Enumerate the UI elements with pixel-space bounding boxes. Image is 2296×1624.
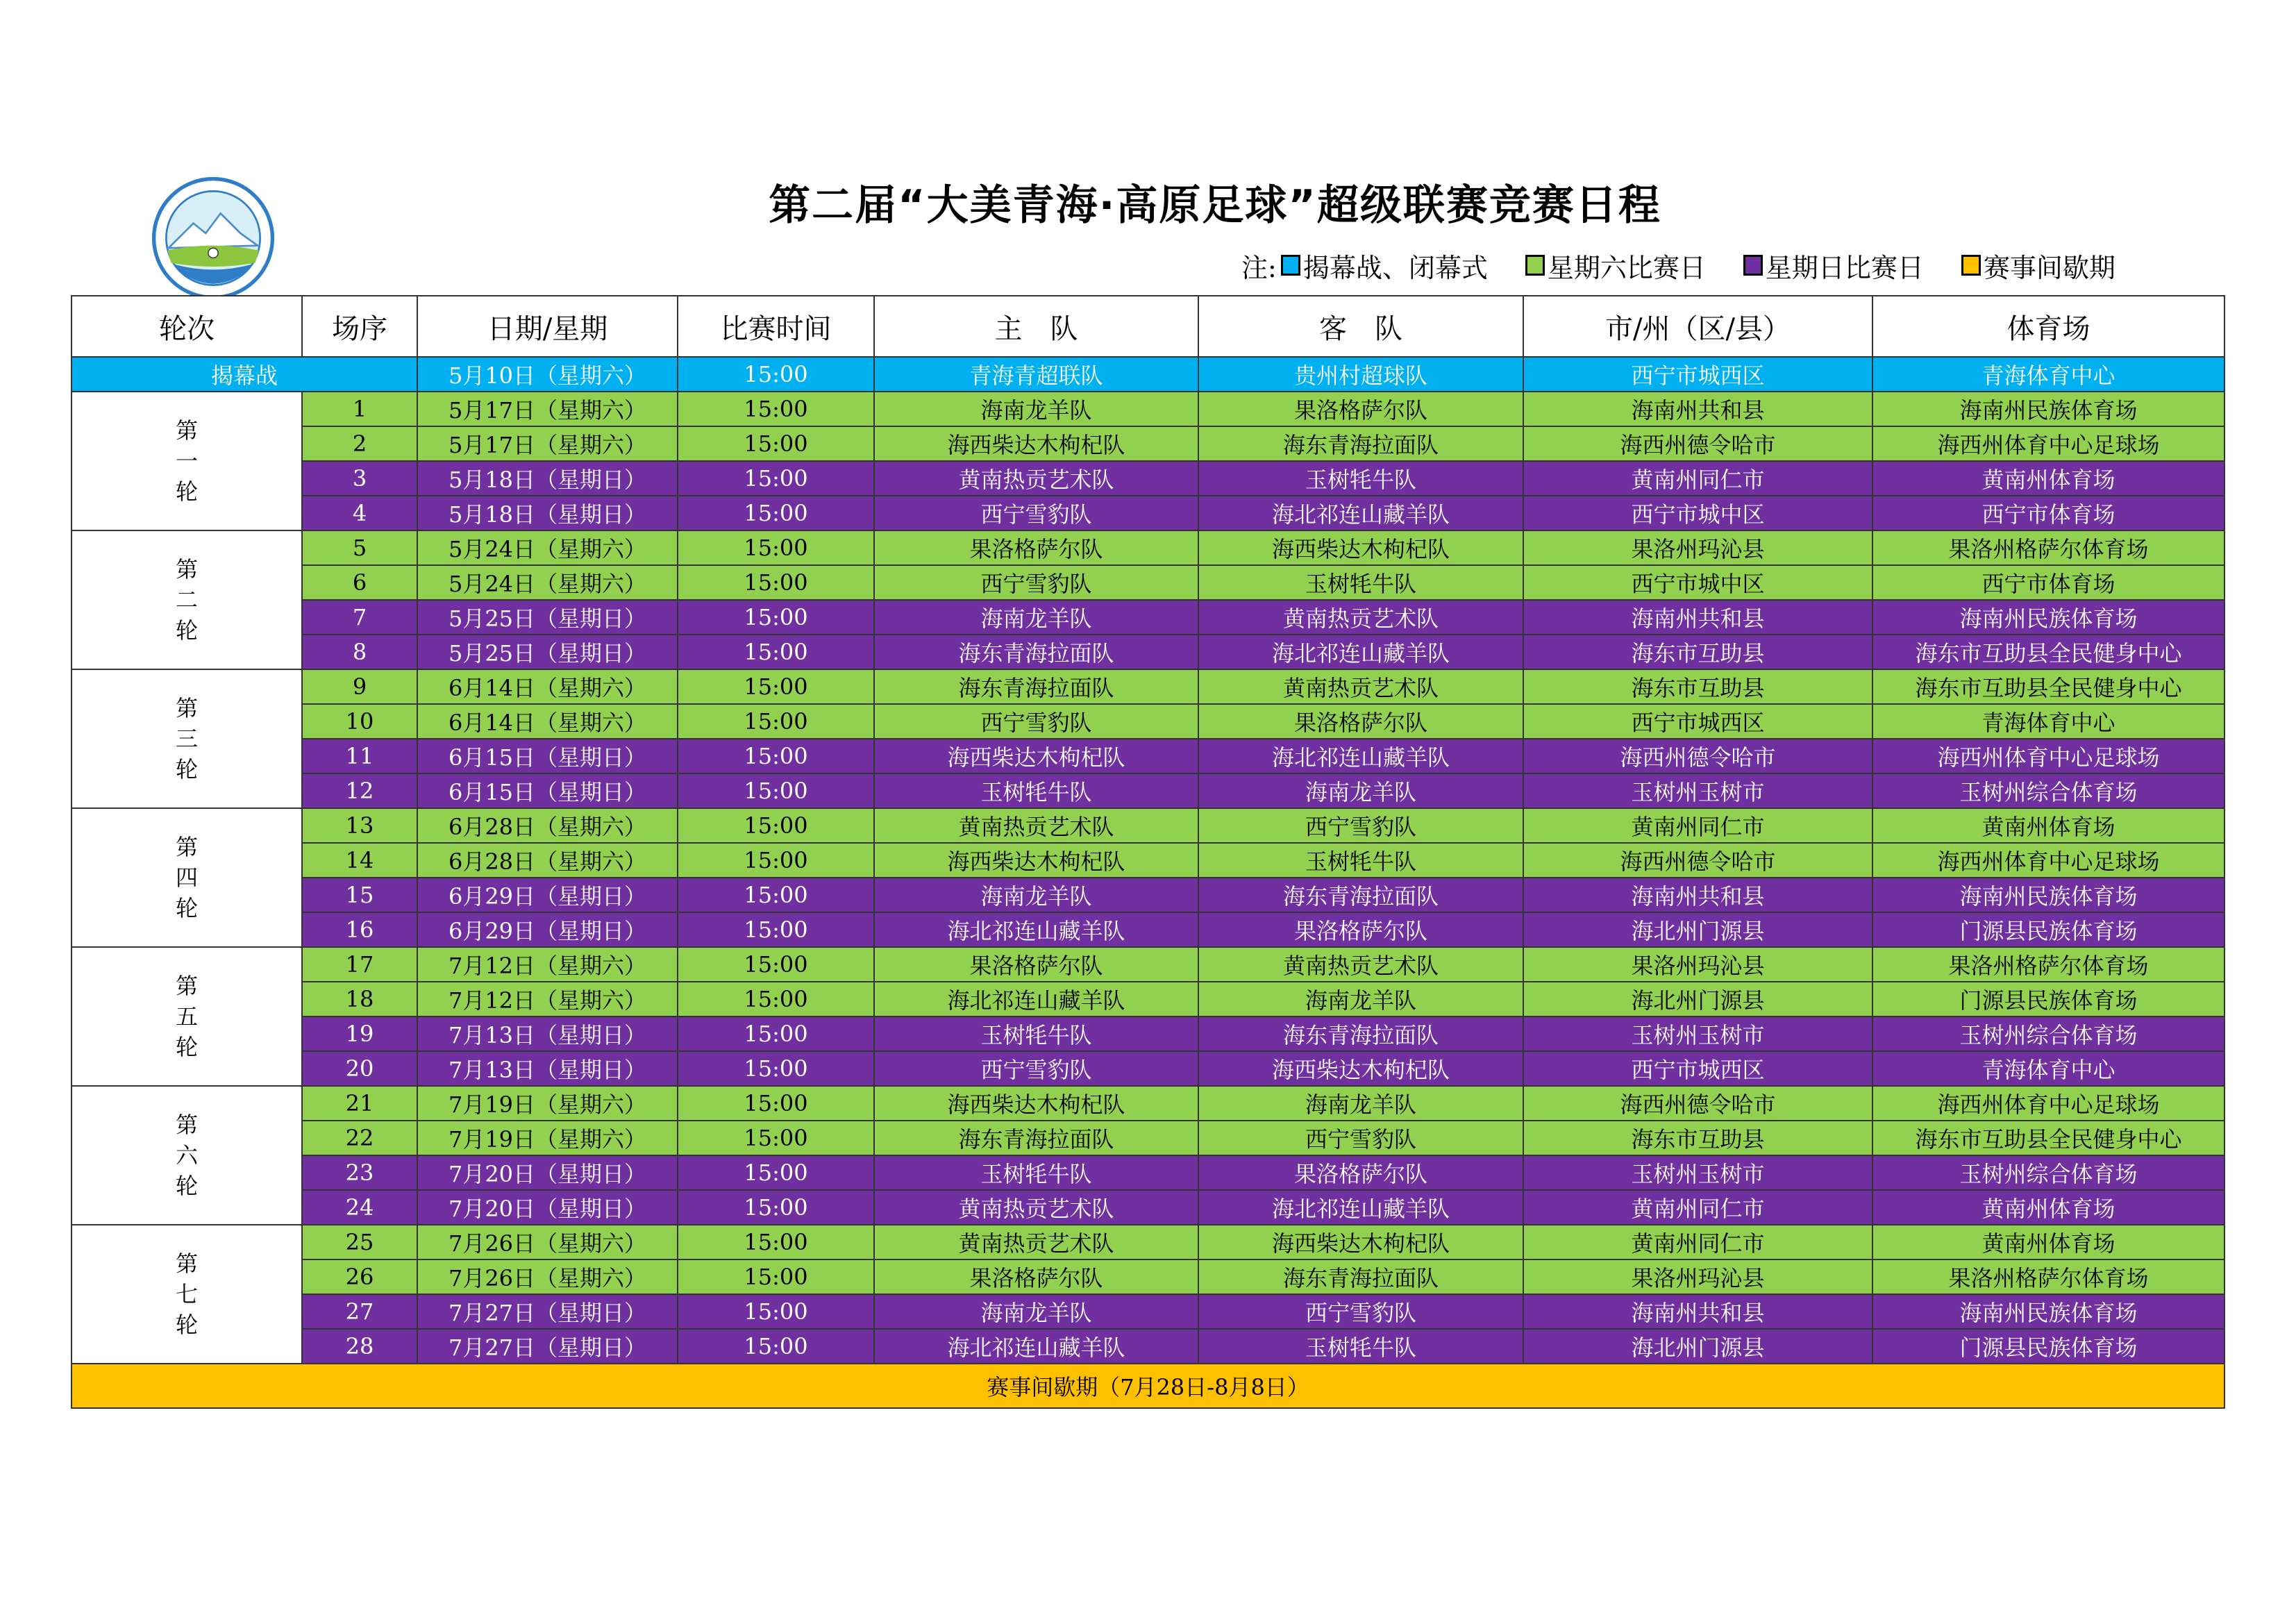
match-time: 15:00 — [678, 1329, 874, 1364]
legend-item-break — [1961, 246, 2115, 285]
match-no: 21 — [302, 1086, 417, 1121]
home-team: 海东青海拉面队 — [874, 1121, 1198, 1155]
match-venue: 黄南州体育场 — [1872, 461, 2224, 496]
header-home: 主 队 — [874, 296, 1198, 357]
match-city: 西宁市城中区 — [1523, 496, 1872, 530]
round-cell — [72, 808, 302, 947]
match-venue: 海东市互助县全民健身中心 — [1872, 635, 2224, 669]
away-team: 黄南热贡艺术队 — [1198, 947, 1523, 982]
table-row — [72, 878, 2224, 912]
away-team: 玉树牦牛队 — [1198, 565, 1523, 600]
away-team: 海东青海拉面队 — [1198, 1016, 1523, 1051]
table-row — [72, 530, 2224, 565]
match-no: 11 — [302, 739, 417, 773]
home-team: 海南龙羊队 — [874, 392, 1198, 426]
match-venue: 海南州民族体育场 — [1872, 1294, 2224, 1329]
home-team: 果洛格萨尔队 — [874, 947, 1198, 982]
away-team: 海南龙羊队 — [1198, 773, 1523, 808]
legend-label: 星期六比赛日 — [1547, 252, 1706, 283]
table-row — [72, 773, 2224, 808]
header-venue: 体育场 — [1872, 296, 2224, 357]
match-venue: 黄南州体育场 — [1872, 1225, 2224, 1259]
match-time: 15:00 — [678, 1294, 874, 1329]
match-city: 黄南州同仁市 — [1523, 1190, 1872, 1225]
away-team: 玉树牦牛队 — [1198, 843, 1523, 878]
match-venue: 果洛州格萨尔体育场 — [1872, 947, 2224, 982]
match-no: 14 — [302, 843, 417, 878]
match-city: 海西州德令哈市 — [1523, 843, 1872, 878]
match-no: 25 — [302, 1225, 417, 1259]
match-venue: 西宁市体育场 — [1872, 565, 2224, 600]
match-venue: 海西州体育中心足球场 — [1872, 843, 2224, 878]
opening-label: 揭幕战 — [72, 357, 417, 392]
opening-away: 贵州村超球队 — [1198, 357, 1523, 392]
legend-note: 注: — [1241, 252, 1277, 283]
match-no: 23 — [302, 1155, 417, 1190]
table-row — [72, 739, 2224, 773]
home-team: 果洛格萨尔队 — [874, 530, 1198, 565]
saturday-swatch — [1525, 255, 1545, 276]
match-city: 海南州共和县 — [1523, 600, 1872, 635]
home-team: 西宁雪豹队 — [874, 1051, 1198, 1086]
page-title: 第二届“大美青海·高原足球”超级联赛竞赛日程 — [769, 181, 1661, 230]
opening-city: 西宁市城西区 — [1523, 357, 1872, 392]
match-time: 15:00 — [678, 843, 874, 878]
away-team: 黄南热贡艺术队 — [1198, 669, 1523, 704]
match-date: 6月29日（星期日） — [417, 878, 678, 912]
match-venue: 海南州民族体育场 — [1872, 392, 2224, 426]
match-venue: 青海体育中心 — [1872, 1051, 2224, 1086]
table-row — [72, 704, 2224, 739]
match-venue: 门源县民族体育场 — [1872, 982, 2224, 1016]
opening-venue: 青海体育中心 — [1872, 357, 2224, 392]
table-row — [72, 843, 2224, 878]
match-date: 7月12日（星期六） — [417, 947, 678, 982]
schedule-table — [71, 295, 2225, 1409]
opening-match-row — [72, 357, 2224, 392]
opening-date: 5月10日（星期六） — [417, 357, 678, 392]
table-row — [72, 1155, 2224, 1190]
away-team: 玉树牦牛队 — [1198, 461, 1523, 496]
match-city: 海北州门源县 — [1523, 912, 1872, 947]
round-label: 第二轮 — [175, 556, 198, 644]
header-time: 比赛时间 — [678, 296, 874, 357]
match-no: 27 — [302, 1294, 417, 1329]
match-date: 7月13日（星期日） — [417, 1051, 678, 1086]
home-team: 黄南热贡艺术队 — [874, 1190, 1198, 1225]
match-time: 15:00 — [678, 878, 874, 912]
table-row — [72, 669, 2224, 704]
match-city: 海南州共和县 — [1523, 392, 1872, 426]
round-cell — [72, 947, 302, 1086]
table-row — [72, 1294, 2224, 1329]
match-date: 5月18日（星期日） — [417, 496, 678, 530]
home-team: 果洛格萨尔队 — [874, 1259, 1198, 1294]
away-team: 海南龙羊队 — [1198, 1086, 1523, 1121]
away-team: 海西柴达木枸杞队 — [1198, 1051, 1523, 1086]
match-time: 15:00 — [678, 1016, 874, 1051]
match-date: 7月26日（星期六） — [417, 1225, 678, 1259]
away-team: 西宁雪豹队 — [1198, 808, 1523, 843]
match-venue: 海西州体育中心足球场 — [1872, 1086, 2224, 1121]
home-team: 海西柴达木枸杞队 — [874, 843, 1198, 878]
match-city: 黄南州同仁市 — [1523, 808, 1872, 843]
match-city: 海西州德令哈市 — [1523, 426, 1872, 461]
match-venue: 果洛州格萨尔体育场 — [1872, 1259, 2224, 1294]
home-team: 西宁雪豹队 — [874, 496, 1198, 530]
home-team: 海北祁连山藏羊队 — [874, 912, 1198, 947]
match-time: 15:00 — [678, 739, 874, 773]
header-city: 市/州（区/县） — [1523, 296, 1872, 357]
match-city: 黄南州同仁市 — [1523, 461, 1872, 496]
table-row — [72, 600, 2224, 635]
home-team: 玉树牦牛队 — [874, 1016, 1198, 1051]
match-date: 5月17日（星期六） — [417, 426, 678, 461]
home-team: 海西柴达木枸杞队 — [874, 739, 1198, 773]
match-no: 26 — [302, 1259, 417, 1294]
away-team: 海北祁连山藏羊队 — [1198, 496, 1523, 530]
match-no: 12 — [302, 773, 417, 808]
match-time: 15:00 — [678, 1190, 874, 1225]
match-time: 15:00 — [678, 426, 874, 461]
away-team: 海北祁连山藏羊队 — [1198, 1190, 1523, 1225]
match-time: 15:00 — [678, 1121, 874, 1155]
table-row — [72, 426, 2224, 461]
match-city: 果洛州玛沁县 — [1523, 1259, 1872, 1294]
home-team: 海东青海拉面队 — [874, 635, 1198, 669]
match-venue: 门源县民族体育场 — [1872, 1329, 2224, 1364]
home-team: 海东青海拉面队 — [874, 669, 1198, 704]
match-venue: 玉树州综合体育场 — [1872, 773, 2224, 808]
table-row — [72, 912, 2224, 947]
match-city: 海西州德令哈市 — [1523, 739, 1872, 773]
away-team: 果洛格萨尔队 — [1198, 704, 1523, 739]
match-date: 5月25日（星期日） — [417, 600, 678, 635]
round-cell — [72, 669, 302, 808]
match-date: 7月26日（星期六） — [417, 1259, 678, 1294]
match-city: 果洛州玛沁县 — [1523, 947, 1872, 982]
match-time: 15:00 — [678, 947, 874, 982]
match-date: 7月19日（星期六） — [417, 1121, 678, 1155]
table-row — [72, 1225, 2224, 1259]
table-row — [72, 496, 2224, 530]
table-row — [72, 1121, 2224, 1155]
round-label: 第四轮 — [175, 834, 198, 921]
match-date: 6月15日（星期日） — [417, 739, 678, 773]
match-time: 15:00 — [678, 1225, 874, 1259]
match-time: 15:00 — [678, 808, 874, 843]
round-label: 第七轮 — [175, 1250, 198, 1338]
table-row — [72, 1259, 2224, 1294]
match-no: 8 — [302, 635, 417, 669]
home-team: 玉树牦牛队 — [874, 773, 1198, 808]
table-header-row — [72, 296, 2224, 357]
home-team: 西宁雪豹队 — [874, 565, 1198, 600]
match-city: 果洛州玛沁县 — [1523, 530, 1872, 565]
match-no: 3 — [302, 461, 417, 496]
match-time: 15:00 — [678, 565, 874, 600]
match-venue: 海南州民族体育场 — [1872, 600, 2224, 635]
match-date: 5月18日（星期日） — [417, 461, 678, 496]
match-no: 4 — [302, 496, 417, 530]
table-row — [72, 461, 2224, 496]
match-date: 7月20日（星期日） — [417, 1155, 678, 1190]
home-team: 玉树牦牛队 — [874, 1155, 1198, 1190]
away-team: 海西柴达木枸杞队 — [1198, 530, 1523, 565]
away-team: 果洛格萨尔队 — [1198, 392, 1523, 426]
match-venue: 海西州体育中心足球场 — [1872, 739, 2224, 773]
match-no: 16 — [302, 912, 417, 947]
table-row — [72, 1051, 2224, 1086]
match-time: 15:00 — [678, 1155, 874, 1190]
round-label: 第一轮 — [175, 417, 198, 505]
legend-label: 赛事间歇期 — [1983, 252, 2115, 283]
match-time: 15:00 — [678, 600, 874, 635]
match-city: 西宁市城中区 — [1523, 565, 1872, 600]
table-row — [72, 1329, 2224, 1364]
match-date: 5月24日（星期六） — [417, 565, 678, 600]
header-away: 客 队 — [1198, 296, 1523, 357]
match-date: 5月25日（星期日） — [417, 635, 678, 669]
away-team: 海南龙羊队 — [1198, 982, 1523, 1016]
match-time: 15:00 — [678, 1259, 874, 1294]
match-city: 西宁市城西区 — [1523, 704, 1872, 739]
match-venue: 西宁市体育场 — [1872, 496, 2224, 530]
match-date: 7月27日（星期日） — [417, 1294, 678, 1329]
table-row — [72, 392, 2224, 426]
match-time: 15:00 — [678, 704, 874, 739]
away-team: 海东青海拉面队 — [1198, 1259, 1523, 1294]
match-date: 6月28日（星期六） — [417, 843, 678, 878]
match-date: 5月24日（星期六） — [417, 530, 678, 565]
away-team: 海西柴达木枸杞队 — [1198, 1225, 1523, 1259]
league-logo — [151, 176, 275, 300]
opening-home: 青海青超联队 — [874, 357, 1198, 392]
match-city: 海东市互助县 — [1523, 669, 1872, 704]
legend — [1241, 244, 2115, 286]
legend-label: 揭幕战、闭幕式 — [1302, 252, 1488, 283]
match-date: 7月20日（星期日） — [417, 1190, 678, 1225]
match-venue: 玉树州综合体育场 — [1872, 1016, 2224, 1051]
match-no: 6 — [302, 565, 417, 600]
match-city: 海东市互助县 — [1523, 1121, 1872, 1155]
round-label: 第三轮 — [175, 695, 198, 782]
table-row — [72, 982, 2224, 1016]
home-team: 黄南热贡艺术队 — [874, 461, 1198, 496]
match-time: 15:00 — [678, 1086, 874, 1121]
match-city: 海南州共和县 — [1523, 878, 1872, 912]
match-venue: 海东市互助县全民健身中心 — [1872, 669, 2224, 704]
home-team: 黄南热贡艺术队 — [874, 1225, 1198, 1259]
match-no: 28 — [302, 1329, 417, 1364]
round-label: 第六轮 — [175, 1112, 198, 1199]
round-cell — [72, 1225, 302, 1364]
match-date: 7月12日（星期六） — [417, 982, 678, 1016]
home-team: 黄南热贡艺术队 — [874, 808, 1198, 843]
header-round: 轮次 — [72, 296, 302, 357]
legend-item-saturday — [1525, 246, 1706, 285]
match-time: 15:00 — [678, 669, 874, 704]
match-city: 海西州德令哈市 — [1523, 1086, 1872, 1121]
match-no: 18 — [302, 982, 417, 1016]
match-city: 海北州门源县 — [1523, 982, 1872, 1016]
match-venue: 海西州体育中心足球场 — [1872, 426, 2224, 461]
match-date: 6月28日（星期六） — [417, 808, 678, 843]
match-city: 玉树州玉树市 — [1523, 773, 1872, 808]
away-team: 海北祁连山藏羊队 — [1198, 739, 1523, 773]
match-no: 22 — [302, 1121, 417, 1155]
away-team: 果洛格萨尔队 — [1198, 912, 1523, 947]
match-city: 玉树州玉树市 — [1523, 1155, 1872, 1190]
table-row — [72, 1016, 2224, 1051]
match-venue: 玉树州综合体育场 — [1872, 1155, 2224, 1190]
header-match-no: 场序 — [302, 296, 417, 357]
match-time: 15:00 — [678, 1051, 874, 1086]
legend-item-sunday — [1743, 246, 1924, 285]
table-row — [72, 1086, 2224, 1121]
match-time: 15:00 — [678, 635, 874, 669]
match-date: 7月13日（星期日） — [417, 1016, 678, 1051]
match-time: 15:00 — [678, 982, 874, 1016]
break-swatch — [1961, 255, 1981, 276]
round-label: 第五轮 — [175, 973, 198, 1060]
round-cell — [72, 392, 302, 530]
round-cell — [72, 1086, 302, 1225]
home-team: 海西柴达木枸杞队 — [874, 1086, 1198, 1121]
away-team: 海东青海拉面队 — [1198, 426, 1523, 461]
home-team: 海西柴达木枸杞队 — [874, 426, 1198, 461]
match-city: 玉树州玉树市 — [1523, 1016, 1872, 1051]
table-row — [72, 565, 2224, 600]
match-date: 5月17日（星期六） — [417, 392, 678, 426]
match-no: 13 — [302, 808, 417, 843]
match-no: 15 — [302, 878, 417, 912]
away-team: 玉树牦牛队 — [1198, 1329, 1523, 1364]
table-row — [72, 808, 2224, 843]
match-no: 10 — [302, 704, 417, 739]
away-team: 黄南热贡艺术队 — [1198, 600, 1523, 635]
home-team: 海南龙羊队 — [874, 878, 1198, 912]
match-no: 24 — [302, 1190, 417, 1225]
match-city: 西宁市城西区 — [1523, 1051, 1872, 1086]
match-date: 6月15日（星期日） — [417, 773, 678, 808]
match-date: 6月29日（星期日） — [417, 912, 678, 947]
match-date: 7月19日（星期六） — [417, 1086, 678, 1121]
home-team: 西宁雪豹队 — [874, 704, 1198, 739]
match-time: 15:00 — [678, 461, 874, 496]
away-team: 海北祁连山藏羊队 — [1198, 635, 1523, 669]
match-no: 17 — [302, 947, 417, 982]
match-time: 15:00 — [678, 530, 874, 565]
match-time: 15:00 — [678, 912, 874, 947]
home-team: 海北祁连山藏羊队 — [874, 982, 1198, 1016]
break-row — [72, 1364, 2224, 1408]
match-venue: 黄南州体育场 — [1872, 1190, 2224, 1225]
match-no: 2 — [302, 426, 417, 461]
opening-time: 15:00 — [678, 357, 874, 392]
opening-swatch — [1281, 255, 1300, 276]
match-date: 7月27日（星期日） — [417, 1329, 678, 1364]
match-venue: 黄南州体育场 — [1872, 808, 2224, 843]
match-time: 15:00 — [678, 392, 874, 426]
away-team: 果洛格萨尔队 — [1198, 1155, 1523, 1190]
match-city: 黄南州同仁市 — [1523, 1225, 1872, 1259]
table-row — [72, 1190, 2224, 1225]
header-date: 日期/星期 — [417, 296, 678, 357]
table-row — [72, 635, 2224, 669]
match-venue: 海东市互助县全民健身中心 — [1872, 1121, 2224, 1155]
away-team: 西宁雪豹队 — [1198, 1294, 1523, 1329]
round-cell — [72, 530, 302, 669]
break-period: 赛事间歇期（7月28日-8月8日） — [72, 1364, 2224, 1408]
match-time: 15:00 — [678, 773, 874, 808]
away-team: 西宁雪豹队 — [1198, 1121, 1523, 1155]
match-city: 海北州门源县 — [1523, 1329, 1872, 1364]
sunday-swatch — [1743, 255, 1763, 276]
table-row — [72, 947, 2224, 982]
legend-label: 星期日比赛日 — [1765, 252, 1924, 283]
match-venue: 门源县民族体育场 — [1872, 912, 2224, 947]
match-no: 9 — [302, 669, 417, 704]
match-city: 海南州共和县 — [1523, 1294, 1872, 1329]
match-no: 19 — [302, 1016, 417, 1051]
match-no: 5 — [302, 530, 417, 565]
match-no: 7 — [302, 600, 417, 635]
away-team: 海东青海拉面队 — [1198, 878, 1523, 912]
match-city: 海东市互助县 — [1523, 635, 1872, 669]
home-team: 海南龙羊队 — [874, 600, 1198, 635]
match-venue: 青海体育中心 — [1872, 704, 2224, 739]
match-no: 20 — [302, 1051, 417, 1086]
match-date: 6月14日（星期六） — [417, 669, 678, 704]
match-time: 15:00 — [678, 496, 874, 530]
legend-item-opening — [1281, 246, 1488, 285]
match-venue: 海南州民族体育场 — [1872, 878, 2224, 912]
home-team: 海南龙羊队 — [874, 1294, 1198, 1329]
match-venue: 果洛州格萨尔体育场 — [1872, 530, 2224, 565]
match-date: 6月14日（星期六） — [417, 704, 678, 739]
match-no: 1 — [302, 392, 417, 426]
home-team: 海北祁连山藏羊队 — [874, 1329, 1198, 1364]
